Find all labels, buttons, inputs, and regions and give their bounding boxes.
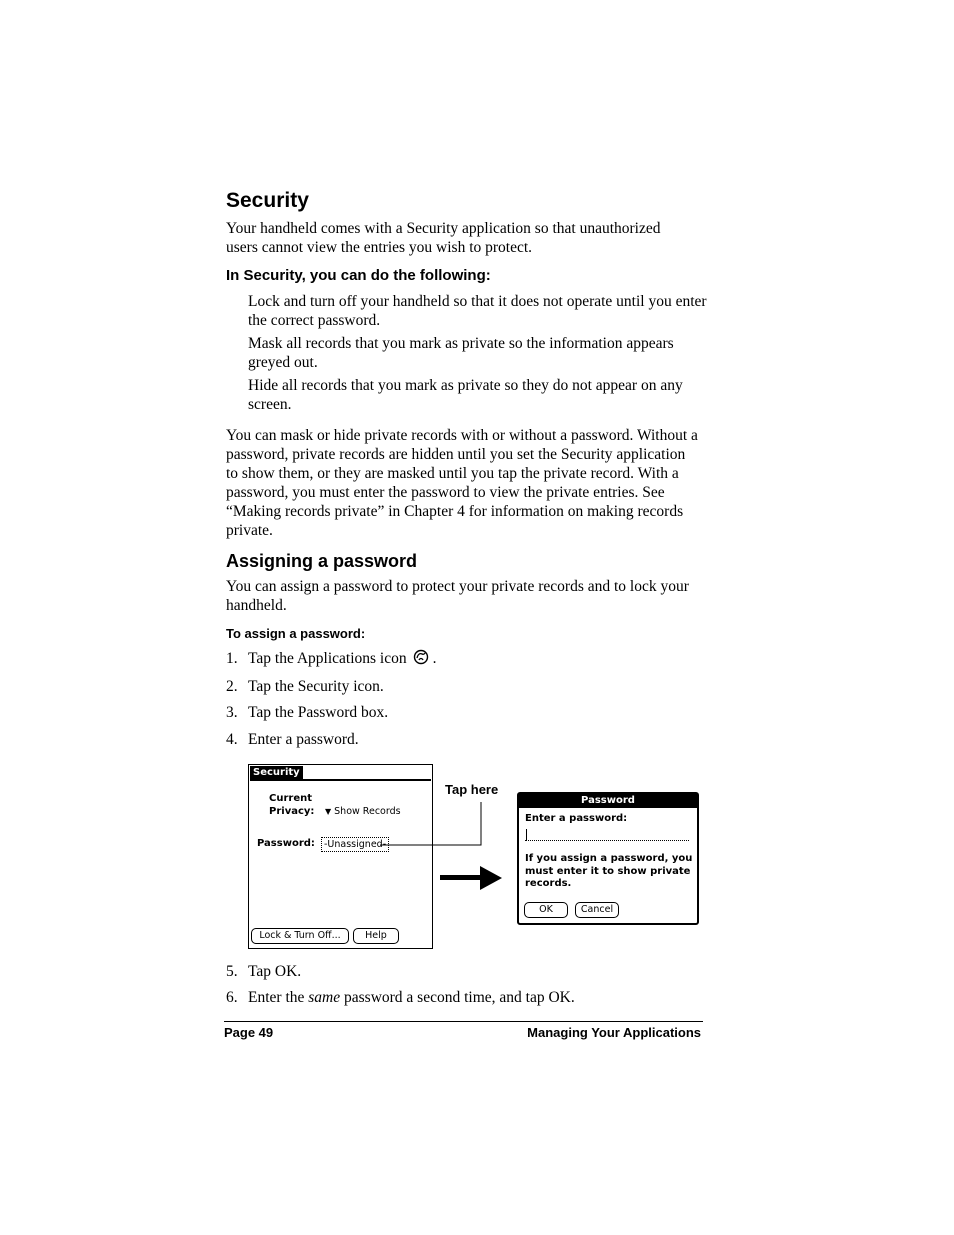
password-dialog-title: Password — [519, 794, 697, 808]
section-heading-assign: Assigning a password — [226, 551, 418, 571]
step-6 — [226, 988, 696, 1007]
title-rule — [250, 779, 431, 781]
intro-paragraph: Your handheld comes with a Security application so that unauthorized users cannot view the entries you wish to protect. — [226, 220, 661, 256]
applications-icon — [413, 649, 429, 670]
step-2 — [226, 677, 696, 696]
step-4 — [226, 730, 696, 749]
cancel-button[interactable]: Cancel — [575, 902, 619, 918]
lock-turn-off-button[interactable]: Lock & Turn Off... — [251, 928, 349, 944]
step-text-end: password a second time, and tap OK. — [340, 989, 575, 1006]
password-box[interactable]: -Unassigned- — [321, 837, 389, 852]
step-text: Enter the — [248, 989, 309, 1006]
password-warning-text: If you assign a password, you must enter it to show private records. — [525, 853, 693, 889]
triangle-down-icon: ▼ — [325, 807, 332, 816]
current-label: Current — [269, 793, 313, 804]
tap-here-callout: Tap here — [445, 782, 499, 797]
step-emphasis: same — [308, 989, 341, 1006]
step-number: 3. — [226, 704, 238, 721]
step-3 — [226, 703, 696, 722]
page-title: Security — [226, 189, 309, 212]
security-title-tab: Security — [250, 766, 303, 780]
enter-password-prompt: Enter a password: — [525, 813, 628, 824]
step-number: 1. — [226, 650, 238, 667]
step-suffix: . — [432, 650, 437, 667]
password-input[interactable] — [525, 828, 689, 841]
privacy-paragraph: You can mask or hide private records with or without a password. Without a password, private records are hidden until you set the Security application to show them, or they are masked until you tap the private record. With a password, you must enter the password to view the private entries. See “Making records private” in Chapter 4 for information on making records private. — [226, 427, 698, 539]
text-cursor — [526, 829, 527, 840]
privacy-label: Privacy: — [269, 806, 315, 817]
step-text: Tap the Applications icon — [248, 650, 407, 667]
callout-leader-line — [380, 798, 490, 850]
help-button[interactable]: Help — [353, 928, 399, 944]
privacy-value: Show Records — [334, 806, 401, 817]
assign-paragraph: You can assign a password to protect your private records and to lock your handheld. — [226, 578, 689, 614]
password-label: Password: — [257, 838, 315, 849]
subheading-features: In Security, you can do the following: — [226, 267, 491, 284]
step-number: 5. — [226, 963, 238, 980]
list-item: Mask all records that you mark as private so the information appears greyed out. — [248, 335, 674, 371]
step-text: Enter a password. — [248, 731, 359, 748]
step-number: 2. — [226, 678, 238, 695]
security-screen — [248, 764, 433, 949]
step-1 — [226, 649, 696, 670]
chapter-title: Managing Your Applications — [527, 1025, 701, 1040]
step-number: 4. — [226, 731, 238, 748]
list-item: Lock and turn off your handheld so that it does not operate until you enter the correct password. — [248, 293, 707, 329]
password-dialog — [517, 792, 699, 925]
step-number: 6. — [226, 989, 238, 1006]
step-text: Tap the Password box. — [248, 704, 389, 721]
ok-button[interactable]: OK — [524, 902, 568, 918]
procedure-heading: To assign a password: — [226, 626, 366, 641]
step-text: Tap OK. — [248, 963, 302, 980]
right-arrow-icon — [440, 864, 504, 892]
list-item: Hide all records that you mark as private so they do not appear on any screen. — [248, 377, 683, 413]
page-number: Page 49 — [224, 1025, 274, 1040]
step-text: Tap the Security icon. — [248, 678, 384, 695]
footer-rule — [224, 1021, 703, 1022]
step-5 — [226, 962, 696, 981]
